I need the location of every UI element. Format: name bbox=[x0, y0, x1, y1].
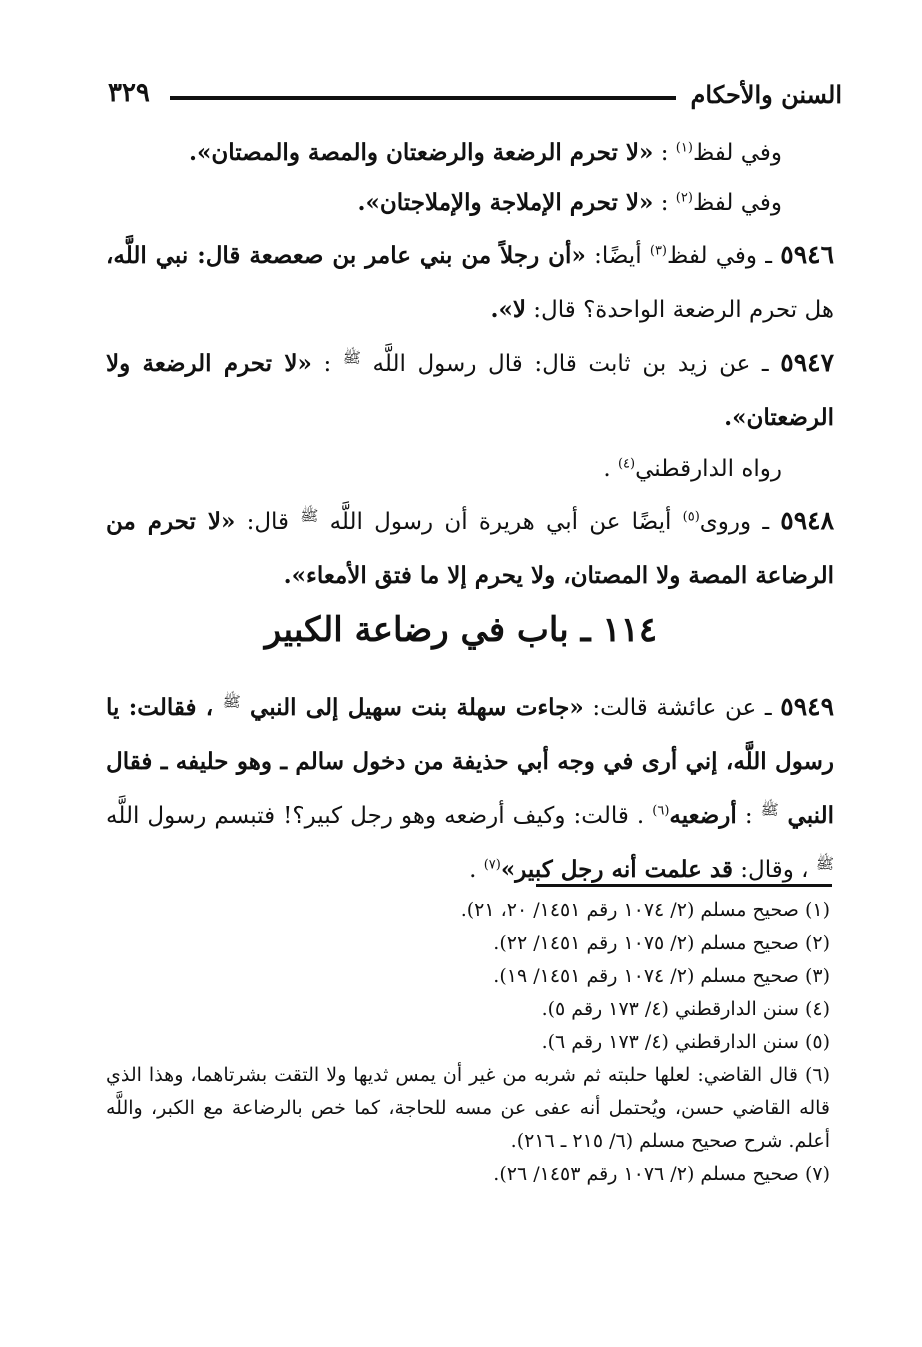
salawat-glyph: ﷺ bbox=[222, 692, 241, 711]
footnote-ref[interactable]: (٧) bbox=[483, 857, 501, 873]
hadith-quote: لا». bbox=[490, 296, 526, 323]
hadith-quote: «لا تحرم من الرضاعة المصة ولا المصتان، ولا يحرم إلا ما فتق الأمعاء». bbox=[106, 508, 834, 589]
footnote-mark: (٢) bbox=[804, 932, 830, 954]
footnote-ref[interactable]: (١) bbox=[675, 140, 693, 156]
colon: : bbox=[653, 140, 676, 166]
hadith-quote: «لا تحرم الإملاجة والإملاجتان». bbox=[357, 189, 654, 216]
hadith-5947 bbox=[106, 336, 834, 445]
hadith-number: ٥٩٤٦ bbox=[780, 240, 834, 269]
footnote-separator bbox=[536, 884, 832, 887]
hadith-plain: . قالت: وكيف أرضعه وهو رجل كبير؟! فتبسم رسول اللَّه bbox=[106, 803, 653, 829]
colon: : bbox=[311, 351, 343, 377]
footnote-ref[interactable]: (٤) bbox=[617, 456, 636, 472]
footnote-ref[interactable]: (٣) bbox=[649, 243, 667, 259]
footnote-mark: (١) bbox=[804, 899, 830, 921]
hadith-5948 bbox=[106, 494, 834, 603]
header-rule bbox=[170, 96, 676, 100]
hadith-quote: «جاءت سهلة بنت سهيل إلى النبي bbox=[240, 694, 584, 721]
salawat-glyph: ﷺ bbox=[342, 348, 361, 367]
hadith-quote: «لا تحرم الرضعة والرضعتان والمصة والمصتان». bbox=[188, 139, 654, 166]
footnote-text: صحيح مسلم (٢/ ١٠٧٤ رقم ١٤٥١/ ٢٠، ٢١). bbox=[460, 899, 805, 921]
footnote-7 bbox=[106, 1158, 830, 1191]
footnote-ref[interactable]: (٦) bbox=[652, 803, 670, 819]
footnote-mark: (٥) bbox=[804, 1031, 830, 1053]
footnote-text: سنن الدارقطني (٤/ ١٧٣ رقم ٦). bbox=[541, 1031, 805, 1053]
footnote-3 bbox=[106, 960, 830, 993]
footnote-text: قال القاضي: لعلها حلبته ثم شربه من غير أن يمس ثديها ولا التقت بشرتاهما، وهذا الذي قاله القاضي حسن، ويُحتمل أنه عفى عن مسه للحاجة، كما خص بالرضاعة مع الكبر، واللَّه أعلم. شرح صحيح مسلم (٦/ ٢١٥ ـ ٢١٦). bbox=[106, 1064, 830, 1152]
footnote-6 bbox=[106, 1059, 830, 1158]
source-note bbox=[106, 442, 782, 496]
footnote-mark: (٣) bbox=[804, 965, 830, 987]
footnote-text: صحيح مسلم (٢/ ١٠٧٦ رقم ١٤٥٣/ ٢٦). bbox=[493, 1163, 805, 1185]
source-end: . bbox=[603, 456, 618, 482]
hadith-number: ٥٩٤٩ bbox=[780, 692, 834, 721]
hadith-said: قال: bbox=[235, 509, 301, 535]
salawat-glyph: ﷺ bbox=[815, 854, 834, 873]
salawat-glyph: ﷺ bbox=[760, 800, 779, 819]
colon: : bbox=[653, 190, 676, 216]
footnote-5 bbox=[106, 1026, 830, 1059]
hadith-number: ٥٩٤٧ bbox=[780, 348, 834, 377]
variant-prefix: وفي لفظ bbox=[692, 190, 782, 216]
hadith-quote: «أن رجلاً من بني عامر بن صعصعة قال: نبي اللَّه، bbox=[106, 242, 586, 269]
hadith-quote: ، فقالت: يا رسول اللَّه، إني أرى في وجه أبي حذيفة من دخول سالم ـ وهو حليفه ـ فقال النبي bbox=[106, 694, 834, 829]
hadith-quote: قد علمت أنه رجل كبير» bbox=[500, 856, 733, 883]
colon: : bbox=[736, 803, 761, 829]
hadith-plain: هل تحرم الرضعة الواحدة؟ قال: bbox=[525, 297, 834, 323]
hadith-mid: أيضًا: bbox=[585, 243, 650, 269]
footnotes bbox=[106, 894, 830, 1191]
hadith-quote: «لا تحرم الرضعة ولا الرضعتان». bbox=[106, 350, 834, 431]
footnote-1 bbox=[106, 894, 830, 927]
page-header bbox=[108, 78, 842, 118]
hadith-plain: ، وقال: bbox=[732, 857, 816, 883]
hadith-lead: ـ عن عائشة قالت: bbox=[583, 695, 781, 721]
hadith-quote: أرضعيه bbox=[669, 802, 737, 829]
hadith-mid: أيضًا عن أبي هريرة أن رسول اللَّه bbox=[318, 509, 683, 535]
hadith-lead: ـ وروى bbox=[699, 509, 781, 535]
footnote-ref[interactable]: (٢) bbox=[675, 190, 693, 206]
running-title: السنن والأحكام bbox=[690, 80, 842, 109]
hadith-lead: ـ وفي لفظ bbox=[667, 243, 781, 269]
hadith-number: ٥٩٤٨ bbox=[780, 506, 835, 535]
hadith-lead: ـ عن زيد بن ثابت قال: قال رسول اللَّه bbox=[360, 351, 781, 377]
salawat-glyph: ﷺ bbox=[300, 506, 319, 525]
footnote-mark: (٧) bbox=[804, 1163, 830, 1185]
footnote-4 bbox=[106, 993, 830, 1026]
source-text: رواه الدارقطني bbox=[635, 456, 782, 482]
footnote-mark: (٦) bbox=[804, 1064, 830, 1086]
footnote-text: سنن الدارقطني (٤/ ١٧٣ رقم ٥). bbox=[541, 998, 805, 1020]
hadith-end: . bbox=[469, 857, 484, 883]
footnote-mark: (٤) bbox=[804, 998, 830, 1020]
variant-prefix: وفي لفظ bbox=[692, 140, 782, 166]
footnote-text: صحيح مسلم (٢/ ١٠٧٥ رقم ١٤٥١/ ٢٢). bbox=[493, 932, 805, 954]
page-number: ٣٢٩ bbox=[108, 78, 150, 108]
hadith-variant-2 bbox=[106, 176, 782, 230]
footnote-text: صحيح مسلم (٢/ ١٠٧٤ رقم ١٤٥١/ ١٩). bbox=[493, 965, 805, 987]
footnote-2 bbox=[106, 927, 830, 960]
footnote-ref[interactable]: (٥) bbox=[682, 509, 700, 525]
hadith-5949 bbox=[106, 680, 834, 897]
hadith-5946 bbox=[106, 228, 834, 337]
chapter-heading: ١١٤ ـ باب في رضاعة الكبير bbox=[264, 610, 658, 650]
hadith-variant-1 bbox=[106, 126, 782, 180]
